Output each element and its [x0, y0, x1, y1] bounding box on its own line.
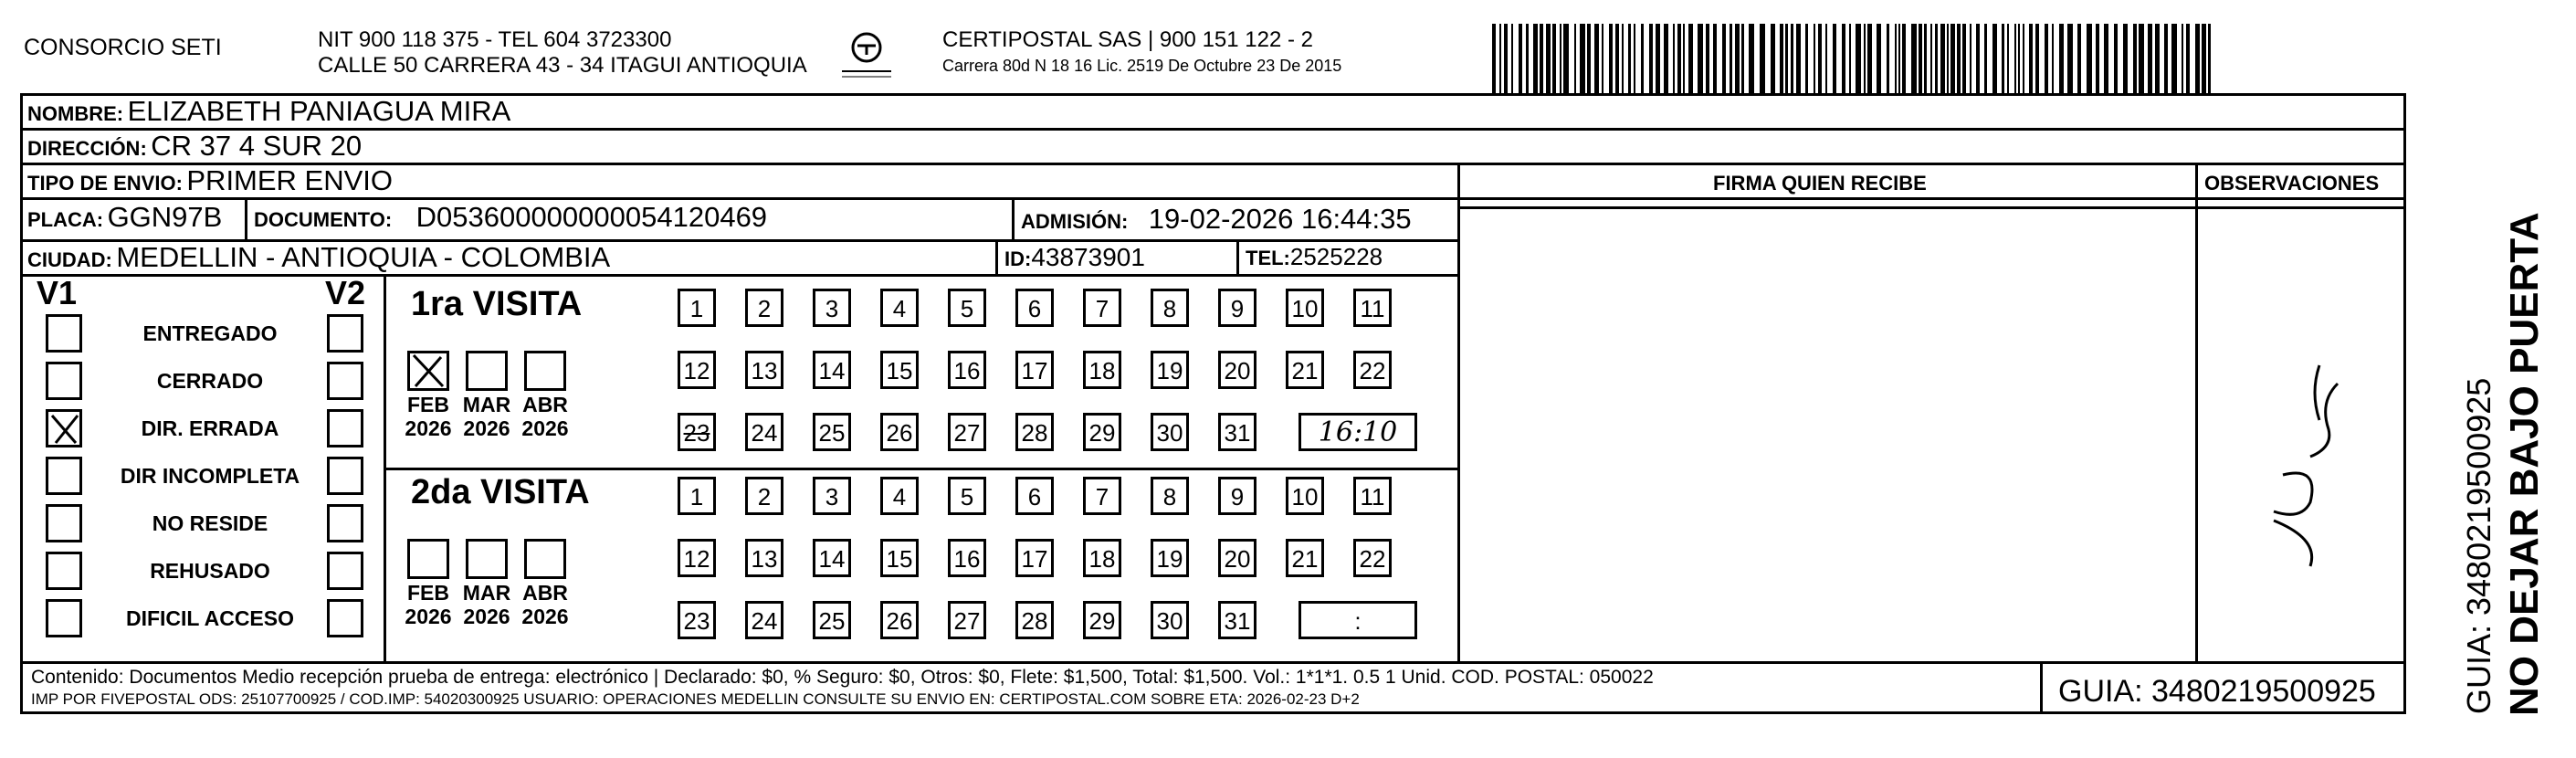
visit2-day[interactable]: 1 — [678, 477, 716, 515]
barcode-bar — [1698, 24, 1703, 93]
barcode-bar — [1622, 24, 1624, 93]
barcode-bar — [1833, 24, 1836, 93]
visit1-day[interactable]: 30 — [1151, 413, 1189, 451]
barcode-bar — [2202, 24, 2206, 93]
v2-checkbox[interactable] — [327, 504, 363, 542]
visit1-day[interactable]: 28 — [1015, 413, 1054, 451]
visit2-day[interactable]: 5 — [948, 477, 986, 515]
barcode-bar — [1741, 24, 1744, 93]
visit1-day[interactable]: 2 — [745, 289, 783, 327]
visit1-day[interactable]: 19 — [1151, 351, 1189, 389]
v1-checkbox[interactable] — [46, 504, 82, 542]
visit1-month-label — [518, 393, 573, 440]
documento-row — [254, 201, 767, 234]
placa-label: PLACA: — [27, 208, 104, 231]
visit1-day[interactable]: 20 — [1218, 351, 1256, 389]
barcode-bar — [1867, 24, 1872, 93]
visit2-month-label — [401, 581, 456, 628]
barcode-bar — [1877, 24, 1881, 93]
barcode-bar — [1563, 24, 1569, 93]
visit2-time-box[interactable]: : — [1299, 601, 1417, 639]
status-label: DIFICIL ACCESO — [125, 606, 294, 630]
month-year: 2026 — [463, 605, 510, 628]
barcode-bar — [1984, 24, 1987, 93]
month-name: MAR — [462, 393, 511, 416]
month-year: 2026 — [521, 416, 569, 440]
visit1-month-checkbox[interactable] — [466, 351, 508, 391]
visit1-day[interactable]: 10 — [1286, 289, 1324, 327]
barcode-bar — [1683, 24, 1685, 93]
barcode-bar — [1805, 24, 1808, 93]
visit1-time-box[interactable]: 16:10 — [1299, 413, 1417, 451]
visit2-day[interactable]: 19 — [1151, 539, 1189, 577]
status-label: ENTREGADO — [142, 321, 278, 345]
barcode-bar — [1825, 24, 1827, 93]
documento-value: D053600000000054120469 — [415, 201, 768, 233]
barcode-bar — [1856, 24, 1861, 93]
visit2-month-checkbox[interactable] — [407, 539, 449, 579]
visit1-day[interactable]: 12 — [678, 351, 716, 389]
month-year: 2026 — [463, 416, 510, 440]
certipostal-info — [942, 27, 1341, 79]
v1-checkbox[interactable] — [46, 314, 82, 353]
visit2-day[interactable]: 20 — [1218, 539, 1256, 577]
barcode-bar — [2018, 24, 2020, 93]
id-value: 43873901 — [1031, 243, 1145, 271]
month-name: ABR — [522, 581, 568, 605]
v2-checkbox[interactable] — [327, 362, 363, 400]
visit1-day[interactable]: 8 — [1151, 289, 1189, 327]
visit2-day[interactable]: 26 — [880, 601, 919, 639]
visit2-month-checkbox[interactable] — [466, 539, 508, 579]
barcode-bar — [2014, 24, 2016, 93]
status-label: NO RESIDE — [152, 511, 268, 535]
barcode-bar — [2148, 24, 2152, 93]
visit2-day[interactable]: 24 — [745, 601, 783, 639]
visit2-title: 2da VISITA — [411, 473, 590, 511]
admision-row — [1021, 203, 1412, 236]
id-row — [1004, 243, 1145, 272]
barcode-bar — [1511, 24, 1513, 93]
barcode-bar — [1722, 24, 1726, 93]
barcode-bar — [1962, 24, 1966, 93]
status-label: DIR INCOMPLETA — [120, 464, 300, 488]
barcode-bar — [2087, 24, 2092, 93]
barcode-bar — [1947, 24, 1949, 93]
v2-checkbox[interactable] — [327, 457, 363, 495]
visit2-day[interactable]: 17 — [1015, 539, 1054, 577]
day-number: 23 — [683, 419, 710, 447]
barcode-bar — [1519, 24, 1522, 93]
documento-label: DOCUMENTO: — [254, 208, 393, 231]
barcode-bar — [1713, 24, 1717, 93]
barcode-bar — [1992, 24, 1997, 93]
address-line: CALLE 50 CARRERA 43 - 34 ITAGUI ANTIOQUIA — [318, 53, 807, 78]
barcode-bar — [2182, 24, 2183, 93]
visit2-day[interactable]: 15 — [880, 539, 919, 577]
barcode-bar — [1677, 24, 1681, 93]
barcode-bar — [2195, 24, 2200, 93]
company-contact — [318, 27, 807, 79]
barcode-bar — [2045, 24, 2048, 93]
visit1-day[interactable]: 13 — [745, 351, 783, 389]
barcode-bar — [2023, 24, 2024, 93]
ciudad-label: CIUDAD: — [27, 248, 112, 271]
barcode-bar — [2029, 24, 2033, 93]
barcode-bar — [1785, 24, 1788, 93]
visit1-day[interactable]: 6 — [1015, 289, 1054, 327]
nombre-label: NOMBRE: — [27, 102, 124, 125]
visit1-day[interactable]: 22 — [1353, 351, 1392, 389]
barcode-bar — [1898, 24, 1900, 93]
visit1-day[interactable]: 9 — [1218, 289, 1256, 327]
barcode-bar — [1780, 24, 1783, 93]
barcode-bar — [1580, 24, 1585, 93]
month-name: ABR — [522, 393, 568, 416]
barcode-bar — [1526, 24, 1529, 93]
barcode-bar — [1615, 24, 1619, 93]
ciudad-value: MEDELLIN - ANTIOQUIA - COLOMBIA — [116, 241, 611, 273]
barcode-bar — [1924, 24, 1927, 93]
barcode-bar — [1546, 24, 1551, 93]
visit1-month-checkbox[interactable] — [524, 351, 566, 391]
visit1-day[interactable]: 14 — [813, 351, 851, 389]
barcode-bar — [2186, 24, 2190, 93]
barcode-bar — [1560, 24, 1561, 93]
v2-checkbox[interactable] — [327, 409, 363, 447]
barcode-bar — [2133, 24, 2137, 93]
v1-checkbox[interactable] — [46, 552, 82, 590]
barcode-bar — [1895, 24, 1897, 93]
id-label: ID: — [1004, 247, 1032, 270]
barcode-bar — [1940, 24, 1945, 93]
visit1-day[interactable]: 29 — [1083, 413, 1121, 451]
v1-checkbox[interactable] — [46, 409, 82, 447]
tel-value: 2525228 — [1289, 243, 1383, 270]
barcode-bar — [1935, 24, 1938, 93]
barcode-bar — [2067, 24, 2073, 93]
barcode-bar — [1864, 24, 1866, 93]
firma-label: FIRMA QUIEN RECIBE — [1713, 172, 1927, 195]
barcode-bar — [1930, 24, 1932, 93]
visit1-day[interactable] — [678, 413, 716, 451]
direccion-label: DIRECCIÓN: — [27, 137, 147, 160]
tipo-label: TIPO DE ENVIO: — [27, 172, 183, 195]
month-year: 2026 — [405, 605, 452, 628]
month-year: 2026 — [521, 605, 569, 628]
tel-row — [1246, 243, 1383, 271]
visit1-month-label — [459, 393, 514, 440]
barcode-bar — [1574, 24, 1576, 93]
v2-checkbox[interactable] — [327, 314, 363, 353]
barcode-bar — [2114, 24, 2118, 93]
visit1-day[interactable]: 26 — [880, 413, 919, 451]
status-label: CERRADO — [156, 369, 264, 393]
barcode-bar — [1911, 24, 1917, 93]
visit2-day[interactable]: 10 — [1286, 477, 1324, 515]
visit2-day[interactable]: 28 — [1015, 601, 1054, 639]
visit1-day[interactable]: 3 — [813, 289, 851, 327]
barcode-bar — [1791, 24, 1793, 93]
visit2-day[interactable]: 22 — [1353, 539, 1392, 577]
barcode-bar — [1796, 24, 1801, 93]
barcode-bar — [1818, 24, 1822, 93]
footer-guia: GUIA: 3480219500925 — [2058, 674, 2376, 709]
visit1-day[interactable]: 16 — [948, 351, 986, 389]
barcode-bar — [1540, 24, 1543, 93]
nombre-row — [27, 95, 510, 128]
status-label: DIR. ERRADA — [141, 416, 279, 440]
barcode-bar — [1504, 24, 1508, 93]
barcode-bar — [2164, 24, 2168, 93]
barcode-bar — [1760, 24, 1765, 93]
direccion-row — [27, 130, 362, 163]
barcode-bar — [1814, 24, 1815, 93]
barcode-bar — [1609, 24, 1613, 93]
barcode-bar — [1552, 24, 1556, 93]
barcode-bar — [1730, 24, 1732, 93]
visit1-day[interactable]: 31 — [1218, 413, 1256, 451]
barcode-bar — [1842, 24, 1845, 93]
visit2-day[interactable]: 21 — [1286, 539, 1324, 577]
barcode-bar — [2035, 24, 2039, 93]
visit2-day[interactable]: 7 — [1083, 477, 1121, 515]
barcode-bar — [1594, 24, 1599, 93]
barcode-bar — [2104, 24, 2108, 93]
visit2-day[interactable]: 16 — [948, 539, 986, 577]
barcode-bar — [1656, 24, 1660, 93]
visit2-day[interactable]: 18 — [1083, 539, 1121, 577]
visit2-day[interactable]: 8 — [1151, 477, 1189, 515]
side-guia-number: GUIA: 3480219500925 — [2460, 377, 2497, 714]
barcode-bar — [1492, 24, 1496, 93]
barcode — [1492, 24, 2223, 93]
barcode-bar — [2077, 24, 2081, 93]
barcode-bar — [1649, 24, 1653, 93]
barcode-bar — [1950, 24, 1955, 93]
tipo-row — [27, 164, 393, 197]
barcode-bar — [1602, 24, 1603, 93]
visit2-day[interactable]: 31 — [1218, 601, 1256, 639]
visit1-month-checkbox[interactable] — [407, 351, 449, 391]
barcode-bar — [1849, 24, 1851, 93]
placa-row — [27, 201, 222, 234]
v1-heading: V1 — [37, 274, 78, 311]
observation-handwriting — [2228, 347, 2356, 575]
barcode-bar — [1735, 24, 1740, 93]
direccion-value: CR 37 4 SUR 20 — [151, 130, 363, 162]
footer-content-line: Contenido: Documentos Medio recepción prueba de entrega: electrónico | Declarado: $0, % Seguro: $0, Otros: $0, Flete: $1,500, Total: $1,500. Vol.: 1*1*1. 0.5 1 Unid. COD. POSTAL: 050022 — [31, 667, 1654, 688]
barcode-bar — [2052, 24, 2054, 93]
footer-print-line: IMP POR FIVEPOSTAL ODS: 25107700925 / COD.IMP: 54020300925 USUARIO: OPERACIONES MEDELLIN CONSULTE SU ENVIO EN: CERTIPOSTAL.COM SOBRE ETA: 2026-02-23 D+2 — [31, 690, 1360, 708]
visit2-day[interactable]: 14 — [813, 539, 851, 577]
visit2-day[interactable]: 23 — [678, 601, 716, 639]
visit2-day[interactable]: 4 — [880, 477, 919, 515]
visit2-day[interactable]: 3 — [813, 477, 851, 515]
month-name: FEB — [407, 393, 449, 416]
visit2-day[interactable]: 25 — [813, 601, 851, 639]
barcode-bar — [1634, 24, 1635, 93]
ciudad-row — [27, 241, 610, 274]
v1-checkbox[interactable] — [46, 362, 82, 400]
company-name: CONSORCIO SETI — [24, 35, 222, 60]
visit2-day[interactable]: 30 — [1151, 601, 1189, 639]
barcode-bar — [1628, 24, 1631, 93]
admision-label: ADMISIÓN: — [1021, 210, 1129, 233]
visit1-day[interactable]: 27 — [948, 413, 986, 451]
visit1-day[interactable]: 24 — [745, 413, 783, 451]
certipostal-logo — [835, 27, 899, 82]
observaciones-label: OBSERVACIONES — [2204, 172, 2380, 195]
visit1-month-label — [401, 393, 456, 440]
barcode-bar — [1771, 24, 1775, 93]
visit2-day[interactable]: 9 — [1218, 477, 1256, 515]
tel-label: TEL: — [1246, 247, 1290, 269]
v1-checkbox[interactable] — [46, 599, 82, 637]
visit1-day[interactable]: 21 — [1286, 351, 1324, 389]
barcode-bar — [2059, 24, 2064, 93]
visit2-day[interactable]: 2 — [745, 477, 783, 515]
visit1-day[interactable]: 4 — [880, 289, 919, 327]
month-name: FEB — [407, 581, 449, 605]
visit2-day[interactable]: 11 — [1353, 477, 1392, 515]
visit2-day[interactable]: 6 — [1015, 477, 1054, 515]
barcode-bar — [2007, 24, 2009, 93]
placa-value: GGN97B — [107, 201, 223, 233]
tipo-value: PRIMER ENVIO — [186, 164, 394, 196]
v2-checkbox[interactable] — [327, 599, 363, 637]
visit2-day[interactable]: 27 — [948, 601, 986, 639]
barcode-bar — [1970, 24, 1971, 93]
visit1-day[interactable]: 1 — [678, 289, 716, 327]
barcode-bar — [2123, 24, 2128, 93]
no-dejar-bajo-puerta-text: NO DEJAR BAJO PUERTA — [2502, 212, 2547, 716]
visit1-day[interactable]: 7 — [1083, 289, 1121, 327]
certipostal-line: CERTIPOSTAL SAS | 900 151 122 - 2 — [942, 27, 1313, 52]
visit2-month-label — [459, 581, 514, 628]
barcode-bar — [1957, 24, 1961, 93]
visit2-day[interactable]: 12 — [678, 539, 716, 577]
visit1-title: 1ra VISITA — [411, 285, 583, 323]
visit2-day[interactable]: 29 — [1083, 601, 1121, 639]
barcode-bar — [1749, 24, 1754, 93]
visit2-day[interactable]: 13 — [745, 539, 783, 577]
barcode-bar — [1688, 24, 1693, 93]
barcode-bar — [1887, 24, 1889, 93]
barcode-bar — [1919, 24, 1922, 93]
nombre-value: ELIZABETH PANIAGUA MIRA — [127, 95, 511, 127]
barcode-bar — [1706, 24, 1709, 93]
visit1-day[interactable]: 11 — [1353, 289, 1392, 327]
visit1-day[interactable]: 17 — [1015, 351, 1054, 389]
v2-checkbox[interactable] — [327, 552, 363, 590]
barcode-bar — [2002, 24, 2004, 93]
barcode-bar — [1533, 24, 1538, 93]
barcode-bar — [2171, 24, 2177, 93]
barcode-bar — [2096, 24, 2099, 93]
visit1-day[interactable]: 25 — [813, 413, 851, 451]
license-line: Carrera 80d N 18 16 Lic. 2519 De Octubre 23 De 2015 — [942, 57, 1342, 75]
barcode-bar — [1673, 24, 1675, 93]
barcode-bar — [2155, 24, 2160, 93]
nit-line: NIT 900 118 375 - TEL 604 3723300 — [318, 27, 672, 52]
v1-checkbox[interactable] — [46, 457, 82, 495]
visit1-day[interactable]: 5 — [948, 289, 986, 327]
admision-value: 19-02-2026 16:44:35 — [1148, 203, 1412, 235]
barcode-bar — [2208, 24, 2211, 93]
visit2-month-checkbox[interactable] — [524, 539, 566, 579]
month-name: MAR — [462, 581, 511, 605]
visit1-day[interactable]: 15 — [880, 351, 919, 389]
barcode-bar — [1902, 24, 1906, 93]
barcode-bar — [2139, 24, 2144, 93]
v2-heading: V2 — [325, 274, 366, 311]
visit1-day[interactable]: 18 — [1083, 351, 1121, 389]
month-year: 2026 — [405, 416, 452, 440]
visit2-month-label — [518, 581, 573, 628]
barcode-bar — [1976, 24, 1980, 93]
barcode-bar — [1664, 24, 1668, 93]
barcode-bar — [1587, 24, 1591, 93]
status-label: REHUSADO — [150, 559, 270, 583]
barcode-bar — [1641, 24, 1644, 93]
barcode-bar — [1499, 24, 1501, 93]
